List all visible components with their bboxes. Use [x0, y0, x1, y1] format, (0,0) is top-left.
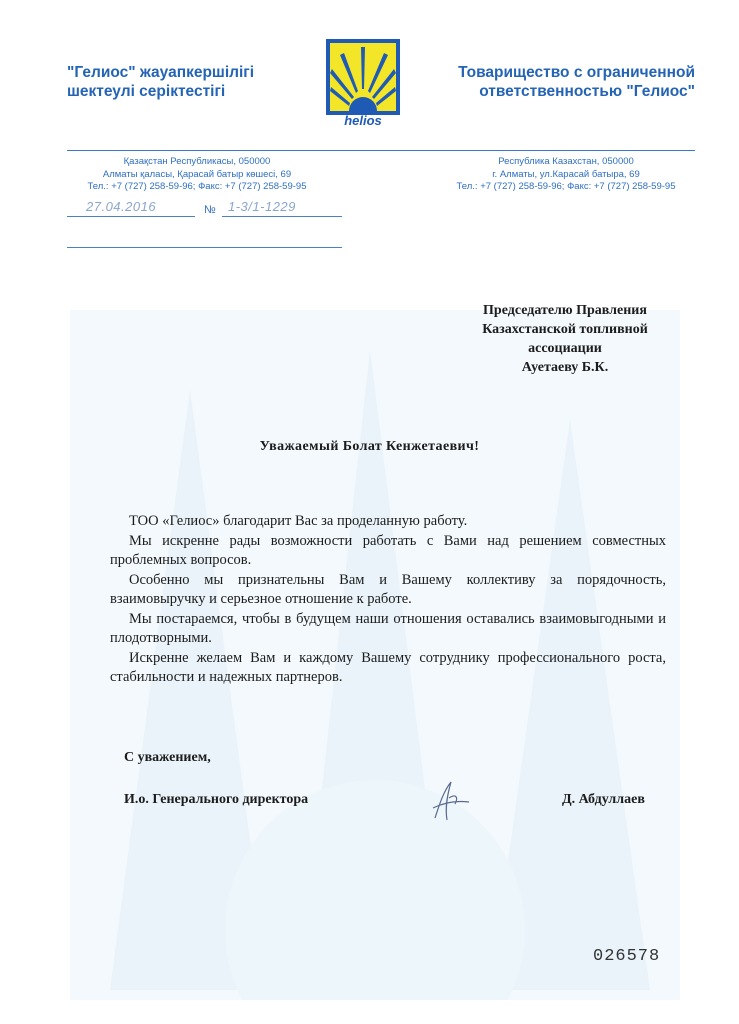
- address-kazakh: Қазақстан Республикасы, 050000 Алматы қаласы, Қарасай батыр көшесі, 69 Тел.: +7 (727) 258-59-96; Факс: +7 (727) 258-59-95: [87, 156, 307, 192]
- letter-body: [110, 512, 666, 688]
- paragraph: Особенно мы признательны Вам и Вашему коллективу за порядочность, взаимовыручку и серьезное отношение к работе.: [110, 571, 666, 607]
- number-field-line: [222, 215, 342, 217]
- date-field-line: [67, 215, 195, 217]
- company-name-kazakh: "Гелиос" жауапкершілігі шектеулі серіктестігі: [67, 64, 255, 100]
- sun-logo-icon: [326, 39, 400, 115]
- signatory-title: И.о. Генерального директора: [124, 792, 309, 807]
- closing: С уважением,: [124, 750, 211, 765]
- number-label: №: [204, 204, 216, 216]
- helios-logo: [326, 39, 400, 129]
- paragraph: Мы постараемся, чтобы в будущем наши отношения оставались взаимовыгодными и плодотворными.: [110, 610, 666, 646]
- paragraph: Мы искренне рады возможности работать с Вами над решением совместных проблемных вопросов.: [110, 532, 666, 568]
- greeting: Уважаемый Болат Кенжетаевич!: [259, 439, 480, 454]
- paragraph: Искренне желаем Вам и каждому Вашему сотруднику профессионального роста, стабильности и надежных партнеров.: [110, 649, 666, 685]
- address-russian: Республика Казахстан, 050000 г. Алматы, ул.Карасай батыра, 69 Тел.: +7 (727) 258-59-96; Факс: +7 (727) 258-59-95: [456, 156, 676, 192]
- company-name-russian: Товарищество с ограниченной ответственностью "Гелиос": [458, 64, 695, 100]
- logo-wordmark: helios: [344, 113, 382, 128]
- signature-icon: [425, 778, 475, 824]
- recipient-block: Председателю Правления Казахстанской топливной ассоциации Ауетаеву Б.К.: [482, 303, 648, 375]
- outgoing-number: 1-3/1-1229: [228, 199, 296, 214]
- outgoing-date: 27.04.2016: [86, 199, 157, 214]
- signatory-name: Д. Абдуллаев: [562, 792, 645, 807]
- header-divider: [67, 150, 695, 151]
- paragraph: ТОО «Гелиос» благодарит Вас за проделанную работу.: [129, 513, 468, 529]
- serial-number: 026578: [593, 947, 661, 966]
- reference-field-line: [67, 246, 342, 248]
